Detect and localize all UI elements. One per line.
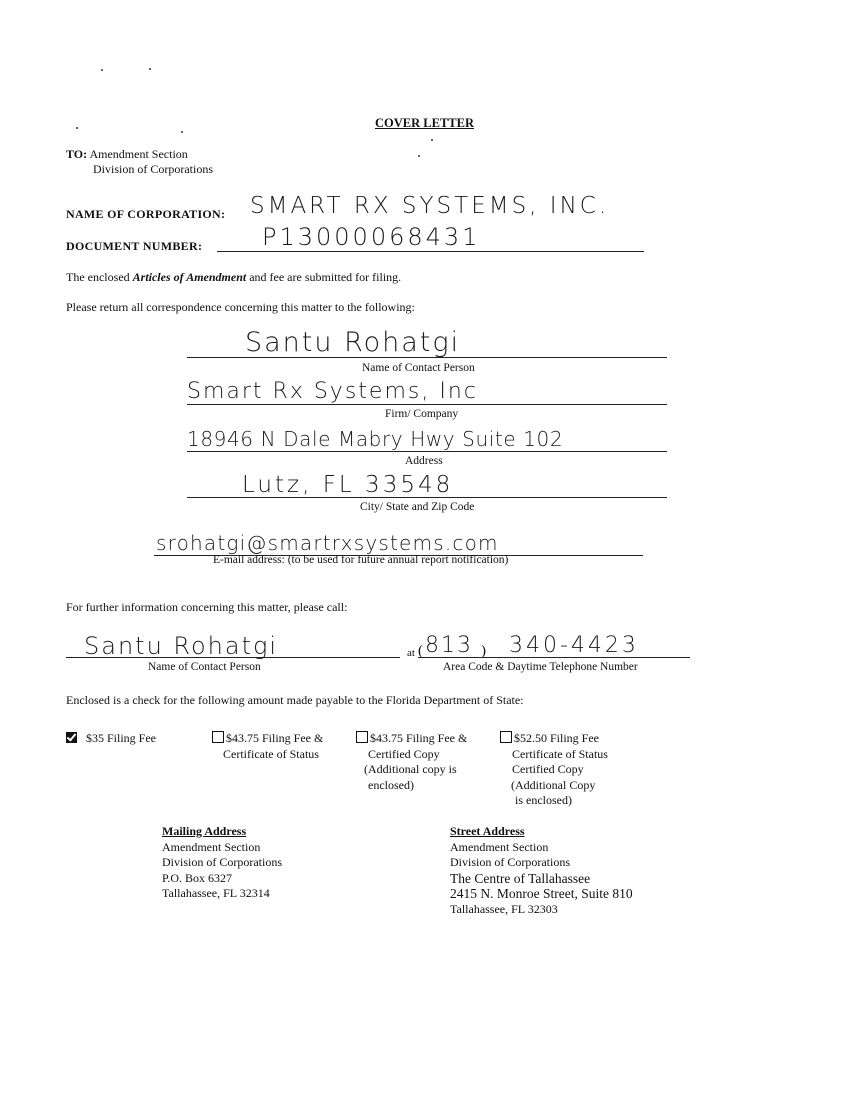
scan-speck (418, 155, 420, 157)
to-line-1: Amendment Section (89, 147, 188, 161)
to-block (66, 147, 188, 162)
firm-field[interactable]: Smart Rx Systems, Inc (187, 379, 478, 404)
street-address-line: Amendment Section (450, 839, 549, 854)
area-code-close-paren: ) (481, 643, 486, 659)
fee-option-line: Certified Copy (368, 746, 440, 761)
page-title: COVER LETTER (375, 116, 474, 130)
scan-speck (101, 69, 103, 71)
fee-option-line: Certificate of Status (223, 746, 319, 761)
to-line-2: Division of Corporations (93, 162, 213, 176)
enclosed-statement (66, 270, 401, 285)
checked-checkbox[interactable] (66, 732, 77, 743)
mailing-address-line: Division of Corporations (162, 855, 282, 869)
mailing-address-line: P.O. Box 6327 (162, 870, 233, 885)
document-number-field[interactable]: P13000068431 (262, 223, 481, 251)
mailing-address (162, 824, 282, 902)
fee-option-line: Certified Copy (512, 762, 584, 776)
address-line (187, 451, 667, 452)
city-caption: City/ State and Zip Code (360, 501, 475, 513)
phone-field[interactable]: 340-4423 (509, 633, 639, 658)
street-address-line: 2415 N. Monroe Street, Suite 810 (450, 886, 633, 901)
scan-speck (149, 68, 151, 70)
street-address-line: The Centre of Tallahassee (450, 870, 591, 886)
street-address-line: Tallahassee, FL 32303 (450, 901, 558, 916)
checkbox[interactable] (500, 731, 512, 743)
fee-option-line: $35 Filing Fee (86, 731, 157, 745)
articles-of-amendment: Articles of Amendment (132, 270, 247, 284)
corporation-label: NAME OF CORPORATION: (66, 207, 226, 221)
fee-option-line: (Additional copy is (364, 762, 457, 776)
address-caption: Address (405, 455, 443, 467)
fee-option-line: $43.75 Filing Fee & (226, 731, 324, 745)
fee-option-line: enclosed) (368, 777, 414, 792)
area-code-field[interactable]: 813 (425, 633, 473, 658)
fee-option-35[interactable] (66, 731, 156, 747)
enclosed-pre: The enclosed (66, 270, 133, 284)
to-label: TO: (66, 147, 88, 161)
scan-speck (76, 127, 78, 129)
checkbox[interactable] (212, 731, 224, 743)
street-address-line: Division of Corporations (450, 855, 570, 869)
corporation-field[interactable]: SMART RX SYSTEMS, INC. (250, 193, 610, 219)
checkbox[interactable] (356, 731, 368, 743)
firm-line (187, 404, 667, 405)
call-name-caption: Name of Contact Person (148, 661, 261, 673)
mailing-address-line: Tallahassee, FL 32314 (162, 886, 270, 900)
mailing-address-line: Amendment Section (162, 839, 261, 854)
contact-name-caption: Name of Contact Person (362, 362, 475, 374)
fee-option-43-status[interactable] (212, 731, 323, 762)
return-instructions: Please return all correspondence concerning this matter to the following: (66, 300, 415, 314)
at-label: at (407, 647, 415, 659)
document-number-line (217, 251, 644, 252)
scan-speck (431, 139, 433, 141)
area-code-open-paren: ( (418, 643, 423, 659)
fee-option-52[interactable] (500, 731, 608, 809)
fee-option-line: Certificate of Status (512, 746, 608, 761)
enclosed-post: and fee are submitted for filing. (246, 270, 402, 284)
address-field[interactable]: 18946 N Dale Mabry Hwy Suite 102 (187, 427, 564, 451)
email-field[interactable]: srohatgi@smartrxsystems.com (156, 531, 499, 555)
phone-caption: Area Code & Daytime Telephone Number (443, 661, 638, 673)
fee-option-line: (Additional Copy (511, 777, 596, 792)
document-number-label: DOCUMENT NUMBER: (66, 239, 203, 253)
payment-instructions: Enclosed is a check for the following amount made payable to the Florida Department of State: (66, 693, 524, 707)
street-address-heading: Street Address (450, 824, 525, 838)
fee-option-line: is enclosed) (515, 793, 572, 807)
fee-option-line: $52.50 Filing Fee (514, 731, 600, 745)
scan-speck (181, 131, 183, 133)
mailing-address-heading: Mailing Address (162, 824, 247, 838)
street-address (450, 824, 633, 917)
contact-name-field[interactable]: Santu Rohatgi (245, 327, 461, 358)
email-caption: E-mail address: (to be used for future annual report notification) (213, 554, 509, 566)
city-field[interactable]: Lutz, FL 33548 (242, 472, 454, 498)
fee-option-43-copy[interactable] (356, 731, 467, 793)
firm-caption: Firm/ Company (385, 408, 459, 420)
further-info-text: For further information concerning this matter, please call: (66, 600, 348, 614)
call-name-field[interactable]: Santu Rohatgi (84, 632, 279, 660)
fee-option-line: $43.75 Filing Fee & (370, 731, 468, 745)
